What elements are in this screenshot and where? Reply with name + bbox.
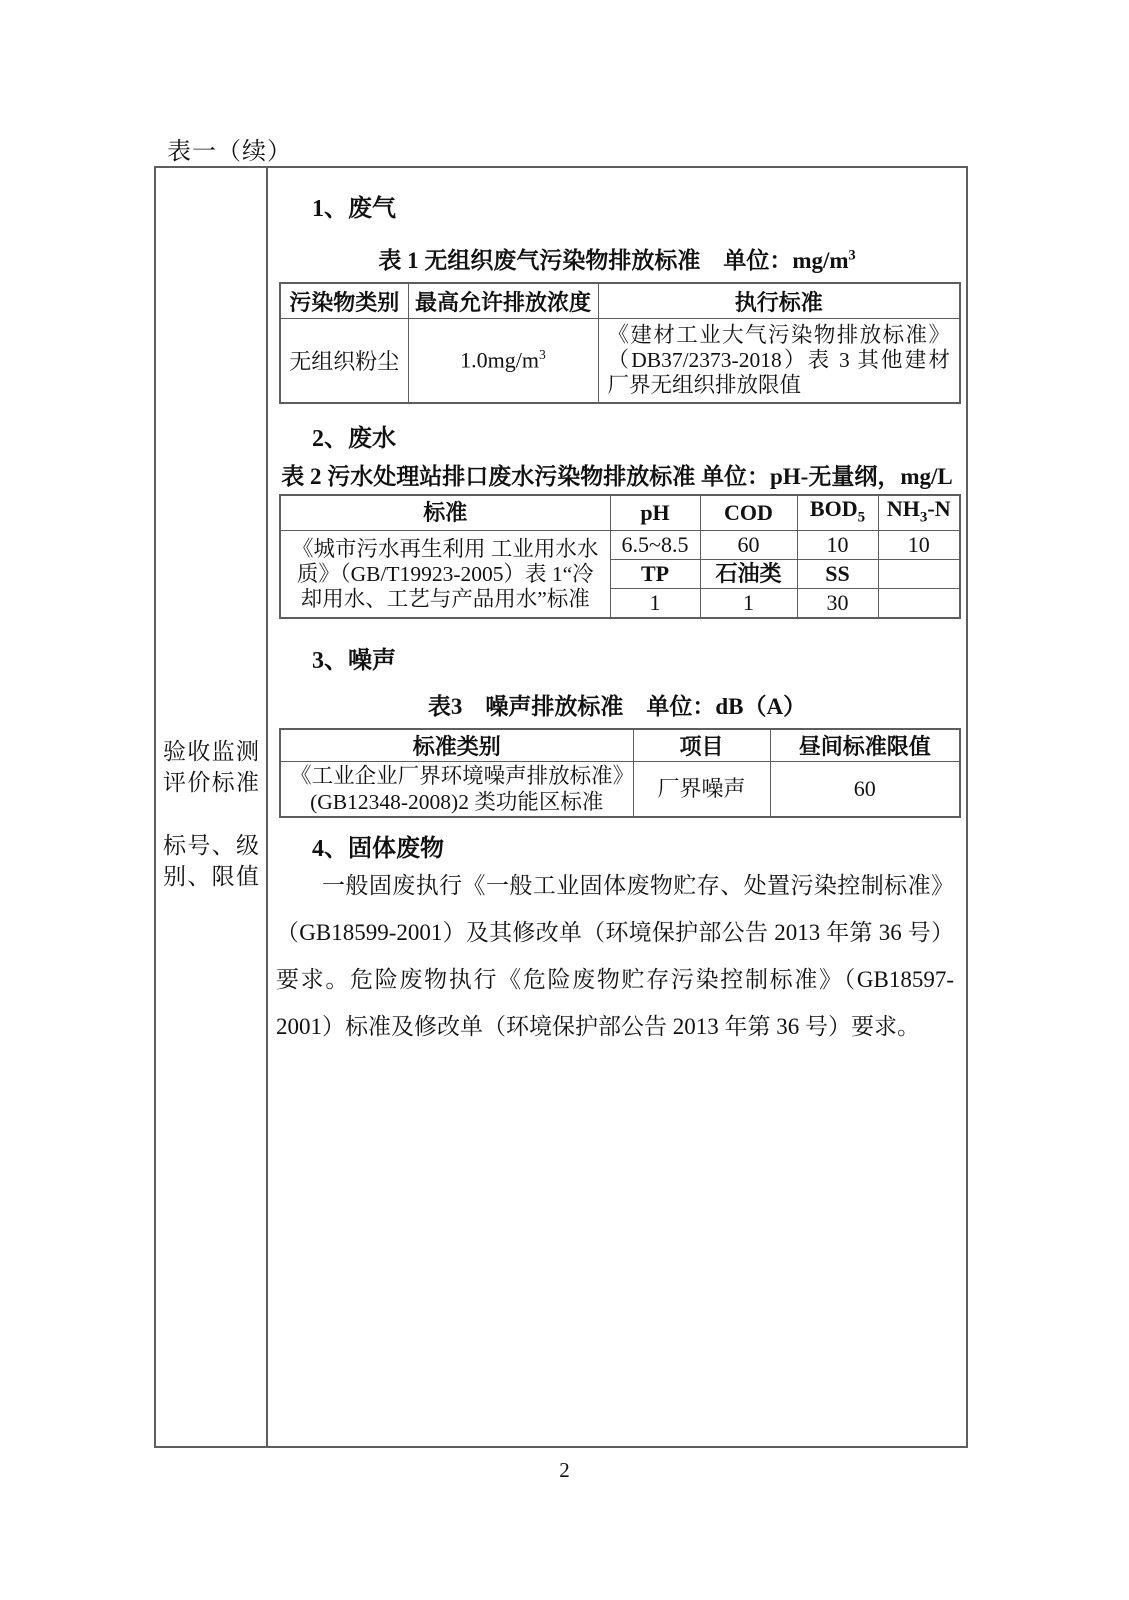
header-standard: 标准 — [280, 495, 610, 531]
table2-title: 表 2 污水处理站排口废水污染物排放标准 单位：pH-无量纲，mg/L — [281, 464, 953, 489]
header-ss: SS — [797, 560, 878, 589]
cell-ss-value: 30 — [797, 589, 878, 619]
cell-executive-standard: 《建材工业大气污染物排放标准》（DB37/2373-2018）表 3 其他建材厂界无组织排放限值 — [598, 319, 960, 404]
table-header-row — [280, 495, 960, 531]
table1-title-text: 表 1 无组织废气污染物排放标准 单位：mg/m — [378, 248, 849, 273]
header-executive-standard: 执行标准 — [598, 283, 960, 319]
nh-subscript: 3 — [919, 509, 928, 526]
header-tp: TP — [610, 560, 700, 589]
bod-subscript: 5 — [857, 509, 866, 526]
header-pollutant-category: 污染物类别 — [280, 283, 408, 319]
wastewater-standard-table — [279, 494, 961, 619]
table-row-values-1 — [280, 531, 960, 560]
cell-pollutant-category: 无组织粉尘 — [280, 319, 408, 404]
header-max-concentration: 最高允许排放浓度 — [408, 283, 598, 319]
section-heading-solid-waste: 4、固体废物 — [312, 836, 444, 862]
noise-standard-table — [279, 728, 961, 818]
cell-nh3n-value: 10 — [878, 531, 960, 560]
cell-empty — [878, 589, 960, 619]
cell-cod-value: 60 — [700, 531, 797, 560]
page-number: 2 — [559, 1458, 570, 1482]
concentration-value: 1.0mg/m — [460, 347, 540, 373]
header-nh3n — [878, 495, 960, 531]
section-heading-gas: 1、废气 — [312, 196, 396, 222]
row-header-label-1: 验收监测评价标准 — [163, 739, 259, 795]
nh-tail-label: -N — [927, 496, 951, 521]
cell-empty — [878, 560, 960, 589]
table-row — [280, 762, 960, 818]
cell-petroleum-value: 1 — [700, 589, 797, 619]
table1-title-superscript: 3 — [848, 247, 856, 264]
header-item: 项目 — [633, 729, 770, 762]
header-standard-category: 标准类别 — [280, 729, 633, 762]
row-header-label-2: 标号、级别、限值 — [163, 833, 259, 889]
nh-label: NH — [886, 496, 920, 521]
bod-label: BOD — [809, 496, 858, 521]
section-heading-wastewater: 2、废水 — [312, 426, 396, 452]
content-cell — [268, 168, 966, 1446]
table-row — [280, 319, 960, 404]
header-petroleum: 石油类 — [700, 560, 797, 589]
table1-title — [268, 242, 966, 275]
concentration-superscript: 3 — [539, 347, 546, 363]
cell-max-concentration — [408, 319, 598, 404]
row-header-cell — [156, 168, 268, 1446]
cell-item: 厂界噪声 — [633, 762, 770, 818]
cell-bod-value: 10 — [797, 531, 878, 560]
table3-title: 表3 噪声排放标准 单位：dB（A） — [427, 694, 807, 719]
header-ph: pH — [610, 495, 700, 531]
table-header-row — [280, 729, 960, 762]
gas-emission-standard-table — [279, 282, 961, 404]
header-bod — [797, 495, 878, 531]
table-header-row — [280, 283, 960, 319]
cell-standard-source: 《城市污水再生利用 工业用水水质》（GB/T19923-2005）表 1“冷却用水、工艺与产品用水”标准 — [280, 531, 610, 619]
page-title: 表一（续） — [167, 139, 292, 165]
cell-tp-value: 1 — [610, 589, 700, 619]
cell-standard-category: 《工业企业厂界环境噪声排放标准》(GB12348-2008)2 类功能区标准 — [280, 762, 633, 818]
header-daytime-limit: 昼间标准限值 — [770, 729, 960, 762]
cell-ph-value: 6.5~8.5 — [610, 531, 700, 560]
section-heading-noise: 3、噪声 — [312, 648, 396, 674]
solid-waste-paragraph: 一般固废执行《一般工业固体废物贮存、处置污染控制标准》（GB18599-2001）及其修改单（环境保护部公告 2013 年第 36 号）要求。危险废物执行《危险废物贮存污染控制标准》（GB18597-2001）标准及修改单（环境保护部公告 2013 年第 36 号）要求。 — [276, 873, 954, 1039]
main-table — [154, 166, 968, 1448]
cell-daytime-limit: 60 — [770, 762, 960, 818]
header-cod: COD — [700, 495, 797, 531]
